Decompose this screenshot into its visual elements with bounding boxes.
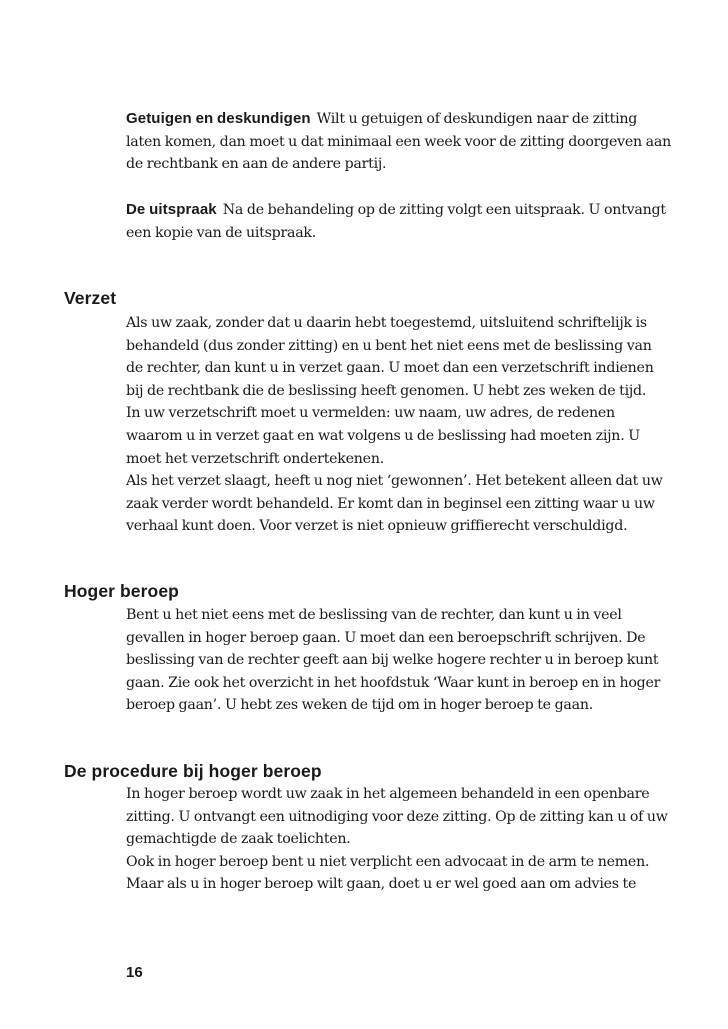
ruling-text: Na de behandeling op de zitting volgt een uitspraak. U ontvangt een kopie van de uitspraak.	[126, 202, 666, 241]
verzet-paragraph-3: Als het verzet slaagt, heeft u nog niet ‘gewonnen’. Het betekent alleen dat uw zaak verder wordt behandeld. Er komt dan in beginsel een zitting waar u uw verhaal kunt doen. Voor verzet is niet opnieuw griffierecht verschuldigd.	[126, 473, 663, 535]
witnesses-text: Wilt u getuigen of deskundigen naar de zitting laten komen, dan moet u dat minimaal een week voor de zitting doorgeven aan de rechtbank en aan de andere partij.	[126, 111, 671, 173]
witnesses-paragraph	[126, 108, 671, 176]
section-heading-procedure: De procedure bij hoger beroep	[64, 761, 322, 781]
witnesses-label: Getuigen en deskundigen	[126, 110, 311, 127]
procedure-paragraph-1: In hoger beroep wordt uw zaak in het algemeen behandeld in een openbare zitting. U ontvangt een uitnodiging voor deze zitting. Op de zitting kan u of uw gemachtigde de zaak toelichten.	[126, 786, 668, 848]
section-body-procedure	[126, 783, 671, 896]
hoger-beroep-paragraph-1: Bent u het niet eens met de beslissing van de rechter, dan kunt u in veel gevallen in hoger beroep gaan. U moet dan een beroepschrift schrijven. De beslissing van de rechter geeft aan bij welke hogere rechter u in beroep kunt gaan. Zie ook het overzicht in het hoofdstuk ‘Waar kunt in beroep en in hoger beroep gaan’. U hebt zes weken de tijd om in hoger beroep te gaan.	[126, 607, 661, 714]
section-heading-verzet: Verzet	[64, 288, 117, 308]
page-number: 16	[126, 964, 143, 981]
section-heading-hoger-beroep: Hoger beroep	[64, 581, 179, 601]
verzet-paragraph-2: In uw verzetschrift moet u vermelden: uw naam, uw adres, de redenen waarom u in verzet gaat en wat volgens u de beslissing had moeten zijn. U moet het verzetschrift ondertekenen.	[126, 405, 640, 467]
section-body-hoger-beroep	[126, 604, 671, 717]
ruling-paragraph	[126, 199, 671, 244]
procedure-paragraph-2: Ook in hoger beroep bent u niet verplicht een advocaat in de arm te nemen. Maar als u in hoger beroep wilt gaan, doet u er wel goed aan om advies te	[126, 853, 650, 893]
ruling-label: De uitspraak	[126, 201, 217, 218]
section-body-verzet	[126, 312, 671, 538]
verzet-paragraph-1: Als uw zaak, zonder dat u daarin hebt toegestemd, uitsluitend schriftelijk is behandeld (dus zonder zitting) en u bent het niet eens met de beslissing van de rechter, dan kunt u in verzet gaan. U moet dan een verzetschrift indienen bij de rechtbank die de beslissing heeft genomen. U hebt zes weken de tijd.	[126, 315, 654, 399]
